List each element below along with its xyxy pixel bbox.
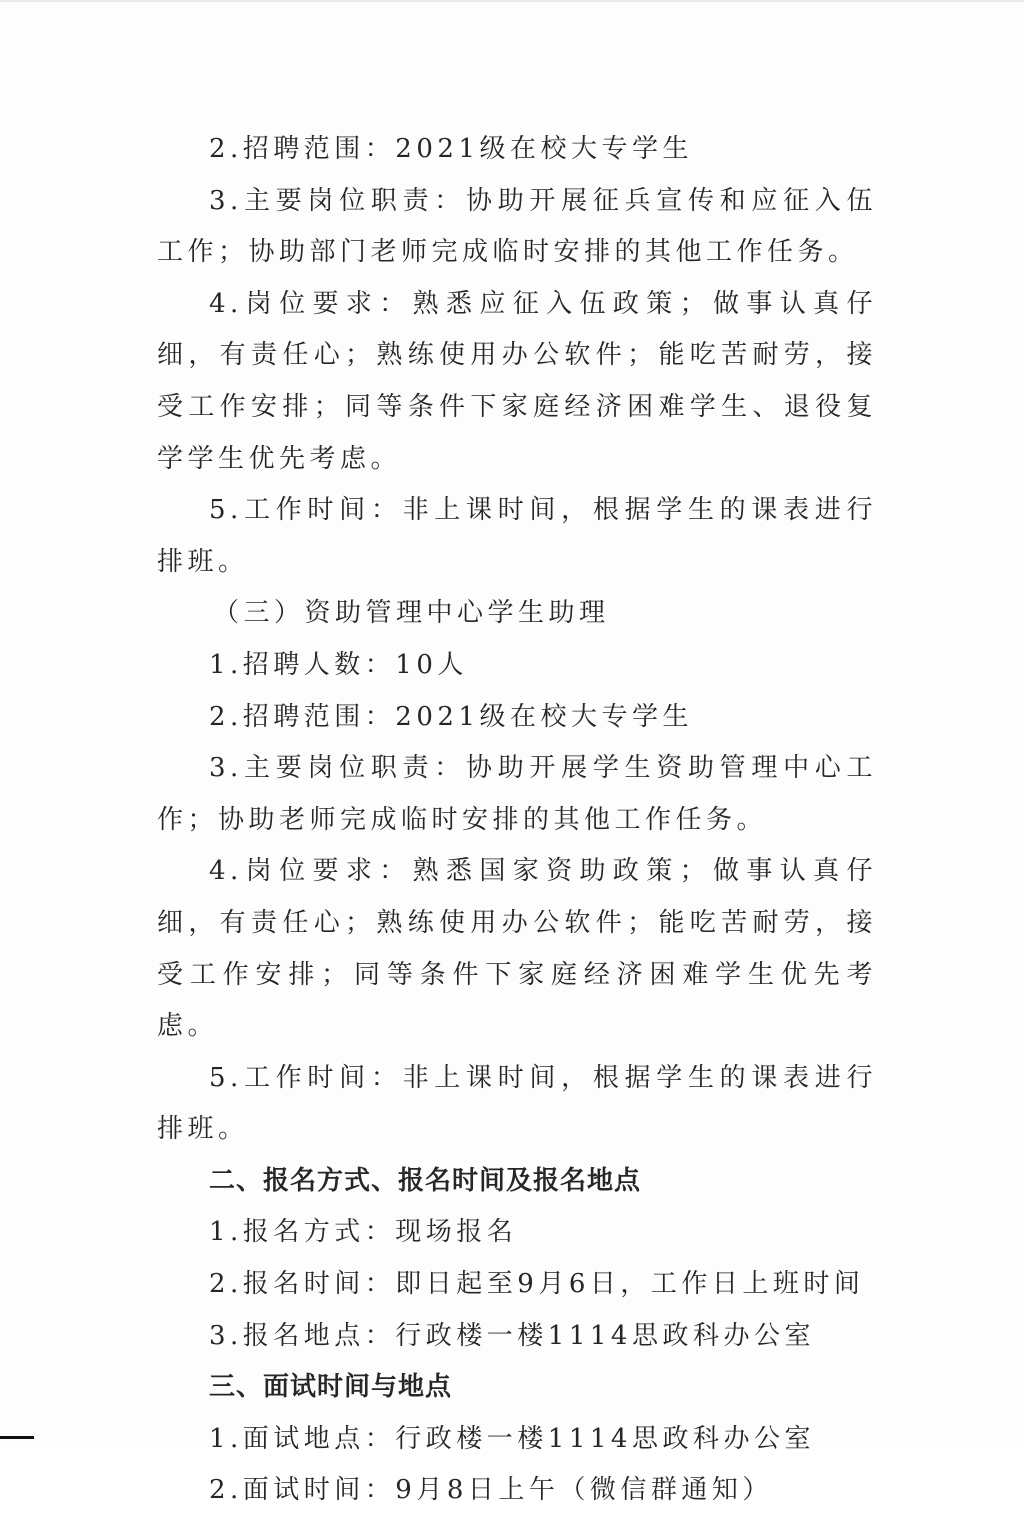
document-body xyxy=(157,124,877,1517)
section-heading-registration: 二、报名方式、报名时间及报名地点 xyxy=(209,1165,642,1196)
paragraph-interview-location: 1.面试地点：行政楼一楼1114思政科办公室 xyxy=(209,1423,815,1454)
subheading-financial-aid-assistant: （三）资助管理中心学生助理 xyxy=(213,598,610,629)
paragraph-work-time: 5.工作时间：非上课时间，根据学生的课表进行排班。 xyxy=(157,495,877,577)
paragraph-registration-time: 2.报名时间：即日起至9月6日，工作日上班时间 xyxy=(209,1269,865,1300)
paragraph-requirements: 4.岗位要求：熟悉应征入伍政策；做事认真仔细，有责任心；熟练使用办公软件；能吃苦耐劳，接受工作安排；同等条件下家庭经济困难学生、退役复学学生优先考虑。 xyxy=(157,288,877,474)
paragraph-recruitment-scope-2: 2.招聘范围：2021级在校大专学生 xyxy=(209,701,693,732)
paragraph-main-duties: 3.主要岗位职责：协助开展征兵宣传和应征入伍工作；协助部门老师完成临时安排的其他工作任务。 xyxy=(157,185,877,268)
paragraph-main-duties-2: 3.主要岗位职责：协助开展学生资助管理中心工作；协助老师完成临时安排的其他工作任务。 xyxy=(157,753,877,835)
paragraph-requirements-2: 4.岗位要求：熟悉国家资助政策；做事认真仔细，有责任心；熟练使用办公软件；能吃苦耐劳，接受工作安排；同等条件下家庭经济困难学生优先考虑。 xyxy=(157,856,877,1042)
paragraph-registration-method: 1.报名方式：现场报名 xyxy=(209,1217,518,1248)
section-heading-interview: 三、面试时间与地点 xyxy=(209,1372,453,1403)
paragraph-recruitment-scope: 2.招聘范围：2021级在校大专学生 xyxy=(209,134,693,164)
paragraph-registration-location: 3.报名地点：行政楼一楼1114思政科办公室 xyxy=(209,1320,815,1351)
scan-corner-mark xyxy=(0,1436,34,1439)
paragraph-work-time-2: 5.工作时间：非上课时间，根据学生的课表进行排班。 xyxy=(157,1062,877,1145)
paragraph-recruitment-count: 1.招聘人数：10人 xyxy=(209,649,468,680)
paragraph-interview-time: 2.面试时间：9月8日上午（微信群通知） xyxy=(209,1475,773,1506)
